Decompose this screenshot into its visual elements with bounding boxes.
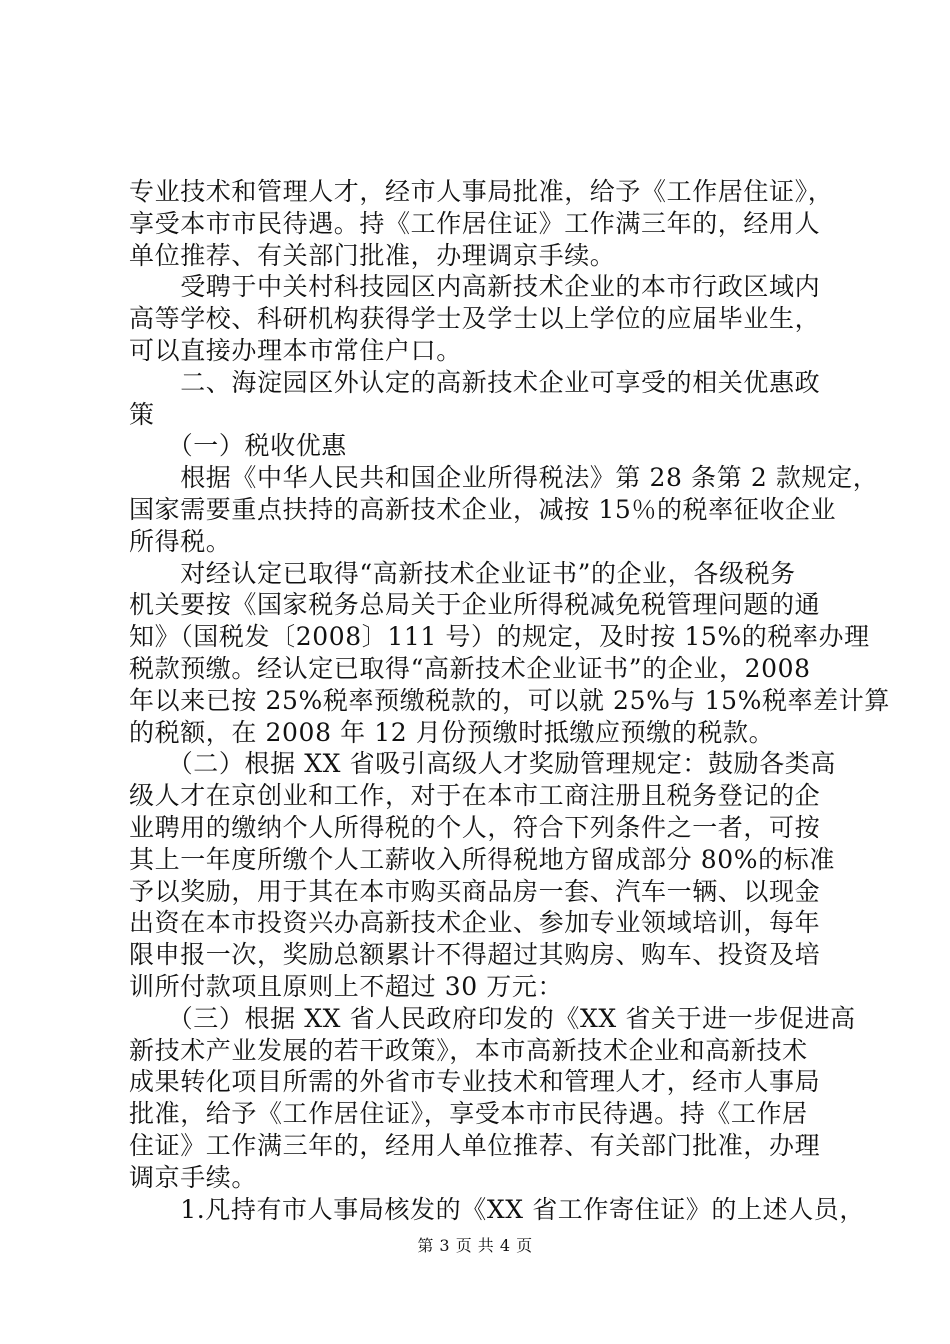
text-line: 的税额，在 2008 年 12 月份预缴时抵缴应预缴的税款。: [129, 717, 775, 747]
text-line: 批准，给予《工作居住证》，享受本市市民待遇。持《工作居: [129, 1099, 808, 1129]
text-line: 其上一年度所缴个人工薪收入所得税地方留成部分 80%的标准: [129, 844, 835, 874]
text-line: 业聘用的缴纳个人所得税的个人，符合下列条件之一者，可按: [129, 812, 821, 842]
text-line: 可以直接办理本市常住户口。: [129, 335, 462, 365]
text-line: 所得税。: [129, 526, 232, 556]
body-text: [129, 176, 890, 1225]
text-line: （二）根据 XX 省吸引高级人才奖励管理规定：鼓励各类高: [129, 749, 836, 779]
text-line: 根据《中华人民共和国企业所得税法》第 28 条第 2 款规定，: [129, 463, 879, 493]
text-line: 国家需要重点扶持的高新技术企业，减按 15％的税率征收企业: [129, 494, 837, 524]
text-line: 知》（国税发〔2008〕111 号）的规定，及时按 15%的税率办理: [129, 622, 870, 652]
text-line: 单位推荐、有关部门批准，办理调京手续。: [129, 240, 616, 270]
text-line: 税款预缴。经认定已取得“高新技术企业证书”的企业，2008: [129, 653, 811, 683]
text-line: 级人才在京创业和工作，对于在本市工商注册且税务登记的企: [129, 781, 821, 811]
text-line: 成果转化项目所需的外省市专业技术和管理人才，经市人事局: [129, 1067, 821, 1097]
text-line: 训所付款项且原则上不超过 30 万元：: [129, 971, 564, 1001]
section-heading-line: 策: [129, 399, 155, 429]
text-line: 机关要按《国家税务总局关于企业所得税减免税管理问题的通: [129, 590, 821, 620]
text-line: 高等学校、科研机构获得学士及学士以上学位的应届毕业生，: [129, 304, 821, 334]
text-line: （三）根据 XX 省人民政府印发的《XX 省关于进一步促进高: [129, 1003, 856, 1033]
section-heading-line: 二、海淀园区外认定的高新技术企业可享受的相关优惠政: [129, 367, 821, 397]
text-line: 新技术产业发展的若干政策》，本市高新技术企业和高新技术: [129, 1035, 808, 1065]
text-line: 调京手续。: [129, 1162, 258, 1192]
text-line: 予以奖励，用于其在本市购买商品房一套、汽车一辆、以现金: [129, 876, 821, 906]
text-line: 对经认定已取得“高新技术企业证书”的企业，各级税务: [129, 558, 796, 588]
text-line: 专业技术和管理人才，经市人事局批准，给予《工作居住证》，: [129, 177, 834, 206]
text-line: 受聘于中关村科技园区内高新技术企业的本市行政区域内: [129, 272, 821, 302]
text-line: 年以来已按 25%税率预缴税款的，可以就 25%与 15%税率差计算: [129, 685, 890, 715]
text-line: 1.凡持有市人事局核发的《XX 省工作寄住证》的上述人员，: [129, 1194, 865, 1224]
subsection-heading: （一）税收优惠: [129, 431, 347, 461]
text-line: 享受本市市民待遇。持《工作居住证》工作满三年的，经用人: [129, 208, 821, 238]
text-line: 住证》工作满三年的，经用人单位推荐、有关部门批准，办理: [129, 1130, 821, 1160]
text-line: 限申报一次，奖励总额累计不得超过其购房、购车、投资及培: [129, 940, 821, 970]
page-footer: 第 3 页 共 4 页: [417, 1236, 533, 1255]
text-line: 出资在本市投资兴办高新技术企业、参加专业领域培训，每年: [129, 908, 821, 938]
